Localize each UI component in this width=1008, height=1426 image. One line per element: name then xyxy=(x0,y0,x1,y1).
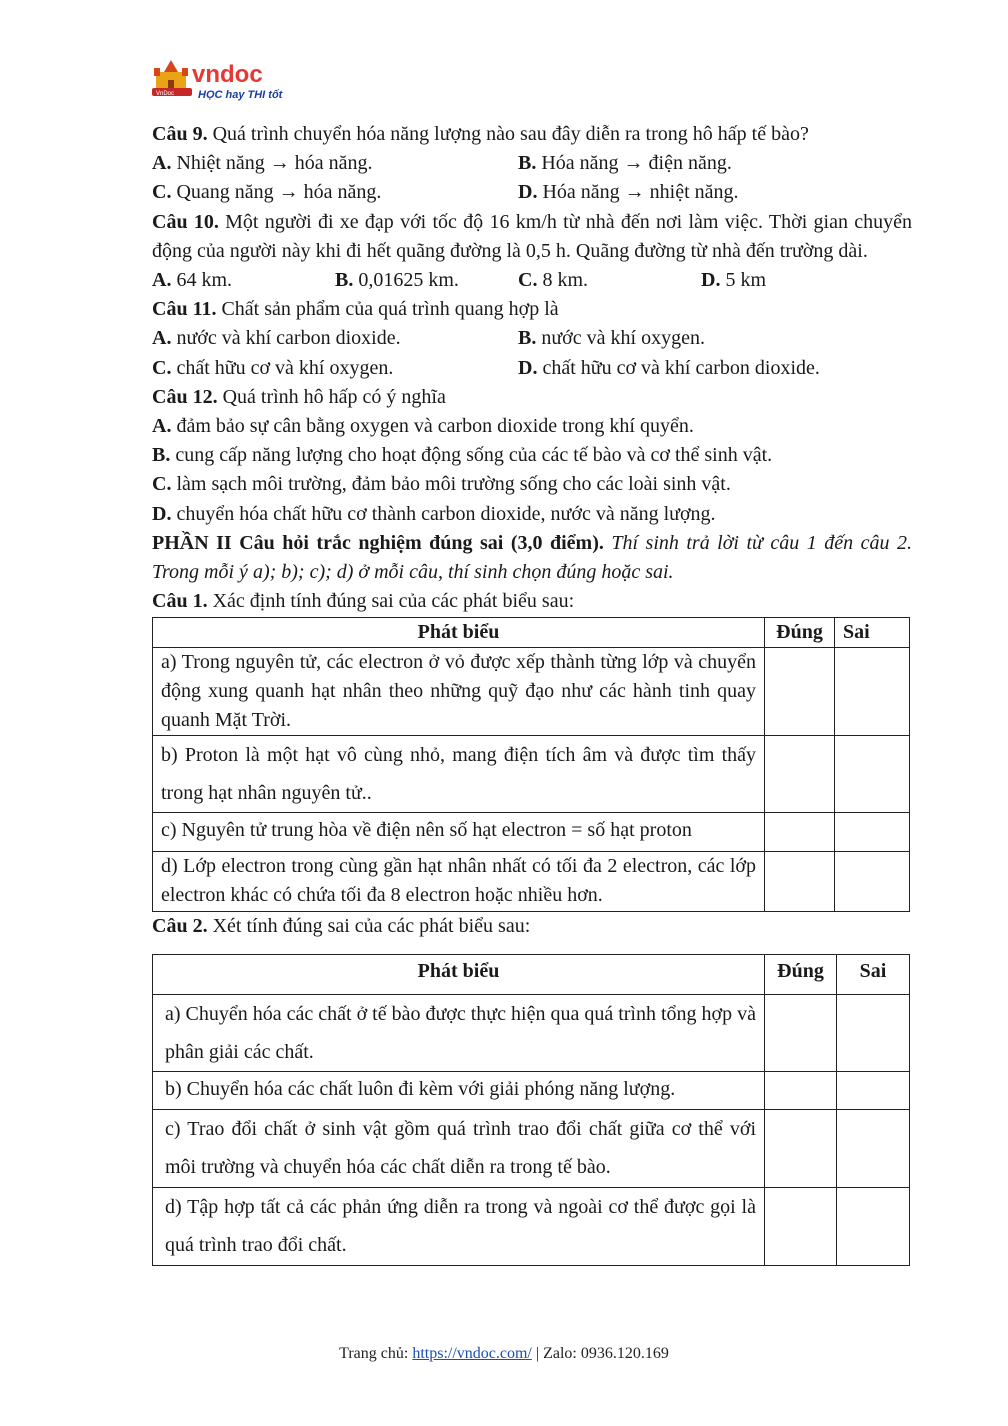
option-text: chất hữu cơ và khí carbon dioxide. xyxy=(537,356,820,379)
page-footer xyxy=(0,1345,1008,1363)
option-key: D. xyxy=(701,269,721,292)
question-10 xyxy=(152,208,912,296)
question-11 xyxy=(152,295,912,383)
homepage-link[interactable]: https://vndoc.com/ xyxy=(412,1345,532,1362)
header-statement: Phát biểu xyxy=(153,954,765,994)
option-text: chuyển hóa chất hữu cơ thành carbon dioxide, nước và năng lượng. xyxy=(171,502,716,525)
false-answer-cell[interactable] xyxy=(837,1187,910,1265)
option-text: 8 km. xyxy=(537,269,589,292)
part2-intro xyxy=(152,529,912,587)
footer-prefix: Trang chủ: xyxy=(339,1345,413,1362)
false-answer-cell[interactable] xyxy=(835,648,910,736)
question-label: Câu 1. xyxy=(152,590,208,613)
logo-tagline: HỌC hay THI tốt xyxy=(198,89,283,101)
true-answer-cell[interactable] xyxy=(765,994,837,1071)
option-key: A. xyxy=(152,415,172,438)
option-key: C. xyxy=(152,473,172,496)
table-row xyxy=(153,852,910,912)
option-text: nước và khí oxygen. xyxy=(536,327,705,350)
tf-table-1 xyxy=(152,617,910,912)
question-text: Xác định tính đúng sai của các phát biểu sau: xyxy=(207,590,575,613)
option-text: nước và khí carbon dioxide. xyxy=(171,327,401,350)
true-answer-cell[interactable] xyxy=(765,648,835,736)
option-key: D. xyxy=(152,502,172,525)
question-label: Câu 11. xyxy=(152,298,217,321)
statement-cell: a) Trong nguyên tử, các electron ở vỏ được xếp thành từng lớp và chuyển động xung quanh hạt nhân theo những quỹ đạo như các hành tinh quay quanh Mặt Trời. xyxy=(153,648,765,736)
option-key: C. xyxy=(152,181,172,204)
part2-heading: PHẦN II Câu hỏi trắc nghiệm đúng sai (3,0 điểm). xyxy=(152,531,604,554)
question-label: Câu 12. xyxy=(152,385,218,408)
table-row xyxy=(153,813,910,852)
question-text: Xét tính đúng sai của các phát biểu sau: xyxy=(207,915,531,938)
false-answer-cell[interactable] xyxy=(837,1109,910,1187)
false-answer-cell[interactable] xyxy=(835,852,910,912)
header-false: Sai xyxy=(837,954,910,994)
table-header-row xyxy=(153,618,910,648)
option-key: C. xyxy=(518,269,538,292)
table-header-row xyxy=(153,954,910,994)
option-key: A. xyxy=(152,327,172,350)
question-text: Một người đi xe đạp với tốc độ 16 km/h từ nhà đến nơi làm việc. Thời gian chuyển động của người này khi đi hết quãng đường là 0,5 h. Quãng đường từ nhà đến trường dài. xyxy=(152,210,912,262)
question-9 xyxy=(152,120,912,208)
option-key: A. xyxy=(152,269,172,292)
footer-contact: | Zalo: 0936.120.169 xyxy=(531,1345,669,1362)
statement-cell: a) Chuyển hóa các chất ở tế bào được thực hiện qua quá trình tổng hợp và phân giải các chất. xyxy=(153,994,765,1071)
table-row xyxy=(153,1187,910,1265)
statement-cell: b) Chuyển hóa các chất luôn đi kèm với giải phóng năng lượng. xyxy=(153,1071,765,1109)
question-text: Quá trình hô hấp có ý nghĩa xyxy=(217,385,446,408)
logo-wordmark: vndoc xyxy=(192,61,263,88)
header-true: Đúng xyxy=(765,954,837,994)
option-text: 64 km. xyxy=(171,269,233,292)
option-key: B. xyxy=(152,444,171,467)
header-true: Đúng xyxy=(765,618,835,648)
option-text: Nhiệt năng → hóa năng. xyxy=(171,152,373,175)
question-text: Quá trình chuyển hóa năng lượng nào sau đây diễn ra trong hô hấp tế bào? xyxy=(207,123,809,145)
option-key: A. xyxy=(152,152,172,175)
table-row xyxy=(153,1109,910,1187)
true-answer-cell[interactable] xyxy=(765,813,835,852)
document-body xyxy=(152,120,912,1266)
tf-table-2 xyxy=(152,954,910,1266)
question-label: Câu 2. xyxy=(152,915,208,938)
vndoc-logo[interactable] xyxy=(152,58,302,108)
true-answer-cell[interactable] xyxy=(765,1187,837,1265)
question-label: Câu 9. xyxy=(152,123,208,145)
option-text: cung cấp năng lượng cho hoạt động sống của các tế bào và cơ thể sinh vật. xyxy=(170,444,773,467)
table-row xyxy=(153,736,910,813)
header-false: Sai xyxy=(835,618,910,648)
true-answer-cell[interactable] xyxy=(765,852,835,912)
false-answer-cell[interactable] xyxy=(835,736,910,813)
table-row xyxy=(153,1071,910,1109)
option-text: chất hữu cơ và khí oxygen. xyxy=(171,356,394,379)
logo-badge: VnDoc xyxy=(156,91,175,97)
tf-question-1 xyxy=(152,587,912,616)
statement-cell: d) Lớp electron trong cùng gần hạt nhân nhất có tối đa 2 electron, các lớp electron khác có chứa tối đa 8 electron hoặc nhiều hơn. xyxy=(153,852,765,912)
statement-cell: c) Nguyên tử trung hòa về điện nên số hạt electron = số hạt proton xyxy=(153,813,765,852)
option-key: D. xyxy=(518,181,538,204)
option-key: C. xyxy=(152,356,172,379)
true-answer-cell[interactable] xyxy=(765,1071,837,1109)
header-statement: Phát biểu xyxy=(153,618,765,648)
part2-instruction: Thí sinh trả lời từ câu 1 đến câu 2. Trong mỗi ý a); b); c); d) ở mỗi câu, thí sinh chọn đúng hoặc sai. xyxy=(152,531,912,584)
true-answer-cell[interactable] xyxy=(765,736,835,813)
option-text: Hóa năng → điện năng. xyxy=(536,152,732,175)
statement-cell: b) Proton là một hạt vô cùng nhỏ, mang điện tích âm và được tìm thấy trong hạt nhân nguyên tử.. xyxy=(153,736,765,813)
option-key: B. xyxy=(518,152,537,175)
option-text: đảm bảo sự cân bằng oxygen và carbon dioxide trong khí quyển. xyxy=(171,415,694,438)
statement-cell: c) Trao đổi chất ở sinh vật gồm quá trình trao đổi chất giữa cơ thể với môi trường và chuyển hóa các chất diễn ra trong tế bào. xyxy=(153,1109,765,1187)
option-text: làm sạch môi trường, đảm bảo môi trường sống cho các loài sinh vật. xyxy=(171,473,731,496)
false-answer-cell[interactable] xyxy=(837,1071,910,1109)
option-text: Quang năng → hóa năng. xyxy=(171,181,382,204)
option-key: D. xyxy=(518,356,538,379)
tf-question-2 xyxy=(152,912,912,941)
question-label: Câu 10. xyxy=(152,210,219,233)
option-key: B. xyxy=(518,327,537,350)
question-12 xyxy=(152,383,912,529)
statement-cell: d) Tập hợp tất cả các phản ứng diễn ra trong và ngoài cơ thể được gọi là quá trình trao đổi chất. xyxy=(153,1187,765,1265)
option-text: 0,01625 km. xyxy=(353,269,459,292)
question-text: Chất sản phẩm của quá trình quang hợp là xyxy=(216,298,559,321)
option-text: Hóa năng → nhiệt năng. xyxy=(537,181,739,204)
false-answer-cell[interactable] xyxy=(835,813,910,852)
table-row xyxy=(153,994,910,1071)
false-answer-cell[interactable] xyxy=(837,994,910,1071)
option-key: B. xyxy=(335,269,354,292)
option-text: 5 km xyxy=(720,269,767,292)
table-row xyxy=(153,648,910,736)
true-answer-cell[interactable] xyxy=(765,1109,837,1187)
